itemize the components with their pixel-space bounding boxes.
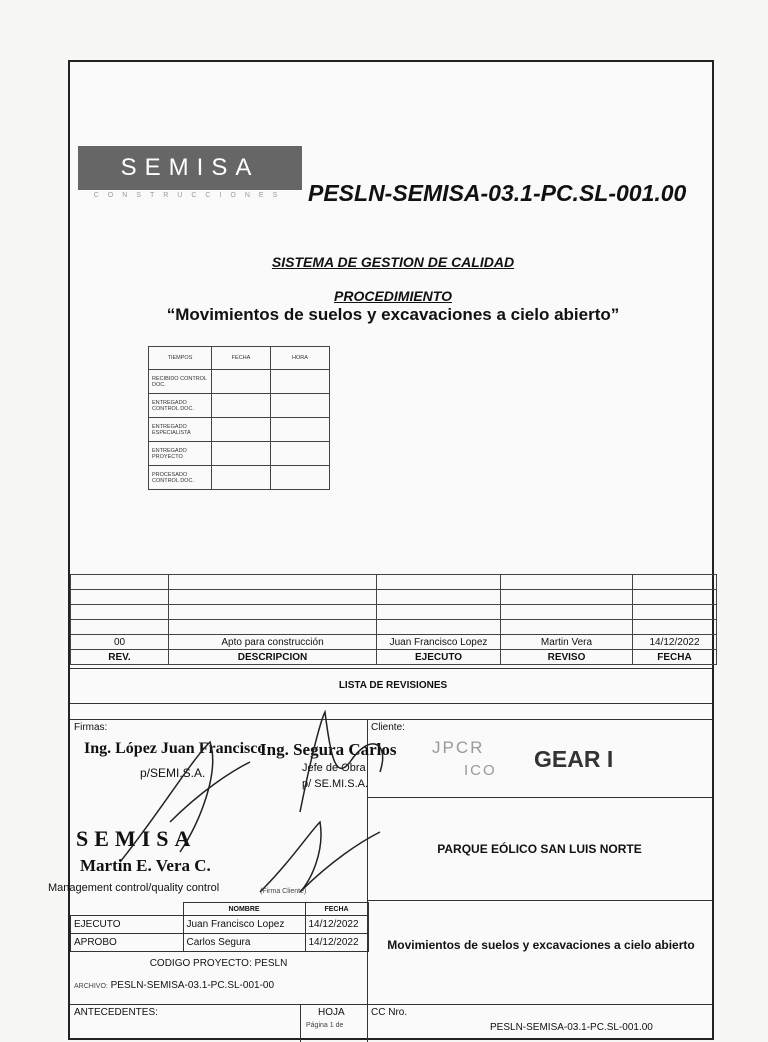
document-code: PESLN-SEMISA-03.1-PC.SL-001.00 (308, 180, 687, 206)
system-title: SISTEMA DE GESTION DE CALIDAD (271, 254, 515, 270)
times-cell (271, 370, 330, 394)
firmas-label: Firmas: (74, 722, 108, 733)
company-logo: SEMISA (78, 146, 302, 190)
project-name: PARQUE EÓLICO SAN LUIS NORTE (437, 842, 642, 856)
divider (300, 1004, 301, 1042)
divider (367, 797, 712, 798)
semisa-stamp: SEMISA (76, 826, 197, 851)
times-row-label: RECIBIDO CONTROL DOC. (149, 370, 212, 394)
times-header: HORA (271, 347, 330, 370)
divider (70, 1004, 712, 1005)
times-cell (271, 442, 330, 466)
header-descripcion: DESCRIPCION (169, 650, 377, 665)
approvals-table (70, 902, 369, 952)
client-signature-note: (Firma Cliente) (260, 888, 307, 895)
times-row-label: ENTREGADO CONTROL DOC. (149, 394, 212, 418)
client-signature-scribble (250, 812, 390, 902)
signer-role-vera: Management control/quality control (48, 882, 220, 894)
archive-value: PESLN-SEMISA-03.1-PC.SL-001-00 (110, 980, 275, 991)
client-logo-jpcr: JPCR (432, 738, 485, 757)
times-row-label: ENTREGADO PROYECTO (149, 442, 212, 466)
revision-executed-by: Juan Francisco Lopez (377, 635, 501, 650)
header-ejecuto: EJECUTO (377, 650, 501, 665)
signer-name-segura: Ing. Segura Carlos (260, 740, 397, 759)
header-rev: REV. (71, 650, 169, 665)
times-cell (212, 442, 271, 466)
revision-reviewed-by: Martin Vera (501, 635, 633, 650)
approval-name: Carlos Segura (183, 934, 305, 952)
times-row-label: ENTREGADO ESPECIALISTA (149, 418, 212, 442)
revisions-table (70, 574, 717, 665)
approval-date: 14/12/2022 (305, 916, 368, 934)
cc-value: PESLN-SEMISA-03.1-PC.SL-001.00 (490, 1022, 653, 1033)
hoja-label: HOJA (318, 1007, 345, 1018)
revision-date: 14/12/2022 (633, 635, 717, 650)
times-cell (212, 466, 271, 490)
header-fecha: FECHA (633, 650, 717, 665)
revisions-caption: LISTA DE REVISIONES (338, 680, 448, 691)
cc-label: CC Nro. (371, 1007, 408, 1018)
revision-description: Apto para construcción (169, 635, 377, 650)
archive-label: ARCHIVO: (74, 983, 108, 990)
antecedentes-label: ANTECEDENTES: (74, 1007, 158, 1018)
approval-role: APROBO (71, 934, 184, 952)
revision-number: 00 (71, 635, 169, 650)
procedure-label: PROCEDIMIENTO (334, 288, 452, 304)
signer-role-segura: Jefe de Obra (302, 762, 366, 774)
divider (367, 900, 712, 901)
times-cell (271, 466, 330, 490)
times-row-label: PROCESADO CONTROL DOC. (149, 466, 212, 490)
client-name: GEAR I (534, 746, 614, 772)
times-cell (271, 418, 330, 442)
document-page (48, 60, 714, 1040)
approval-name: Juan Francisco Lopez (183, 916, 305, 934)
archive-line (74, 980, 274, 991)
approval-role: EJECUTO (71, 916, 184, 934)
times-cell (212, 370, 271, 394)
signer-company-lopez: p/SEMI.S.A. (140, 766, 206, 780)
signer-name-vera: Martin E. Vera C. (80, 856, 211, 875)
client-logo-ico: ICO (464, 762, 497, 779)
procedure-name: “Movimientos de suelos y excavaciones a cielo abierto” (166, 305, 620, 324)
col-fecha: FECHA (305, 903, 368, 916)
approval-date: 14/12/2022 (305, 934, 368, 952)
signer-company-segura: p/ SE.MI.S.A. (302, 778, 369, 790)
project-code: CODIGO PROYECTO: PESLN (149, 958, 288, 969)
divider (70, 668, 712, 669)
signer-name-lopez: Ing. López Juan Francisco (84, 740, 266, 757)
procedure-title-footer: Movimientos de suelos y excavaciones a cielo abierto (387, 938, 695, 952)
times-table (148, 346, 330, 490)
header-reviso: REVISO (501, 650, 633, 665)
times-header: TIEMPOS (149, 347, 212, 370)
times-cell (212, 418, 271, 442)
hoja-value: Página 1 de (306, 1022, 344, 1029)
times-cell (271, 394, 330, 418)
col-nombre: NOMBRE (183, 903, 305, 916)
times-cell (212, 394, 271, 418)
times-header: FECHA (212, 347, 271, 370)
client-label: Cliente: (371, 722, 405, 733)
company-logo-subtitle: CONSTRUCCIONES (93, 192, 287, 199)
